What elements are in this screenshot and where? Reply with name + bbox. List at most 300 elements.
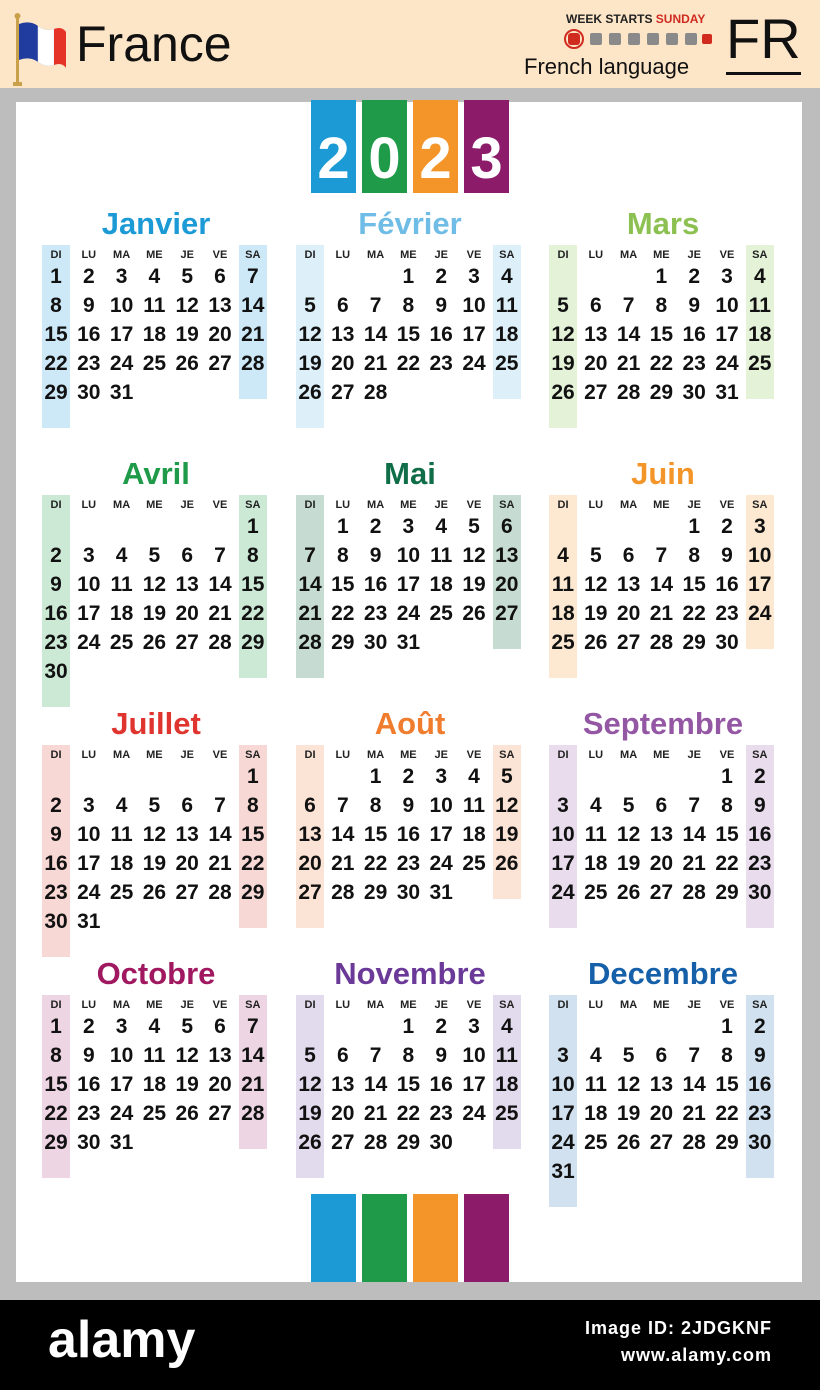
year-digit: 2 [317,126,350,191]
day-cell: 28 [363,381,388,404]
day-cell: 22 [241,852,265,875]
day-cell: 12 [616,1073,641,1096]
day-cell: 28 [298,631,322,654]
day-cell: 26 [616,881,641,904]
day-cell: 16 [715,573,739,596]
day-cell: 17 [77,852,101,875]
weekday-label: SA [752,749,768,761]
weekday-label: DI [50,499,62,511]
day-cell: 7 [655,544,668,567]
day-cell: 27 [331,381,355,404]
weekday-label: SA [752,249,768,261]
day-cell: 27 [331,1131,355,1154]
weekday-label: VE [719,249,735,261]
day-cell: 2 [402,765,415,788]
weekday-label: ME [400,749,417,761]
day-cell: 2 [50,794,62,817]
day-cell: 17 [551,1102,575,1125]
weekday-label: LU [335,249,351,261]
weekday-label: LU [335,749,351,761]
day-cell: 10 [77,573,101,596]
day-cell: 25 [495,1102,519,1125]
weekday-label: JE [434,749,448,761]
weekday-label: VE [719,999,735,1011]
day-cell: 21 [331,852,355,875]
day-cell: 11 [584,1073,607,1096]
weekday-label: DI [304,999,316,1011]
day-cell: 30 [77,1131,101,1154]
day-cell: 14 [363,323,388,346]
day-cell: 24 [429,852,453,875]
day-cell: 6 [336,294,349,317]
day-cell: 18 [584,852,608,875]
day-cell: 10 [462,294,486,317]
day-cell: 7 [246,265,259,288]
day-cell: 3 [435,765,448,788]
day-cell: 28 [649,631,674,654]
day-cell: 12 [142,573,167,596]
day-cell: 9 [369,544,382,567]
day-cell: 19 [584,602,608,625]
day-cell: 5 [589,544,602,567]
weekday-label: SA [245,749,261,761]
day-cell: 30 [396,881,421,904]
day-cell: 4 [148,265,161,288]
day-cell: 29 [44,1131,68,1154]
day-cell: 22 [241,602,265,625]
day-cell: 30 [44,660,68,683]
weekday-label: LU [335,499,351,511]
day-cell: 6 [304,794,316,817]
day-cell: 23 [396,852,421,875]
weekday-label: VE [466,749,482,761]
day-cell: 8 [402,1044,415,1067]
day-cell: 23 [748,852,772,875]
day-cell: 28 [241,352,265,375]
day-cell: 21 [241,1073,265,1096]
day-cell: 13 [649,1073,674,1096]
day-cell: 21 [649,602,674,625]
day-cell: 19 [298,1102,322,1125]
day-cell: 30 [748,881,772,904]
month-decembre [547,955,779,1183]
day-cell: 7 [369,1044,382,1067]
day-cell: 13 [616,573,641,596]
weekday-label: LU [81,999,97,1011]
bottom-color-bar [362,1194,407,1282]
day-cell: 13 [175,573,199,596]
day-cell: 28 [208,881,232,904]
day-cell: 21 [208,852,232,875]
weekday-label: JE [180,749,194,761]
weekday-label: MA [113,499,131,511]
day-cell: 16 [44,852,68,875]
day-cell: 16 [363,573,388,596]
day-cell: 23 [77,1102,101,1125]
month-name: Septembre [582,706,744,741]
day-cell: 20 [649,1102,674,1125]
day-cell: 3 [115,265,128,288]
day-cell: 24 [748,602,772,625]
day-cell: 6 [589,294,602,317]
weekday-label: MA [367,249,385,261]
day-cell: 3 [557,794,569,817]
day-cell: 31 [396,631,421,654]
day-cell: 1 [721,1015,733,1038]
day-cell: 15 [715,1073,739,1096]
day-cell: 29 [715,881,739,904]
day-cell: 7 [622,294,635,317]
day-cell: 18 [495,323,519,346]
day-cell: 11 [462,794,486,817]
weekday-label: VE [466,249,482,261]
day-cell: 13 [208,294,232,317]
month-juin [547,455,779,675]
weekday-label: DI [304,499,316,511]
day-cell: 29 [682,631,706,654]
day-cell: 1 [402,1015,415,1038]
weekday-label: VE [212,499,228,511]
day-cell: 5 [181,1015,194,1038]
day-cell: 23 [682,352,706,375]
day-cell: 22 [649,352,674,375]
day-cell: 17 [748,573,772,596]
day-cell: 24 [77,881,101,904]
day-cell: 3 [82,544,95,567]
month-septembre [547,705,779,925]
day-cell: 8 [402,294,415,317]
day-cell: 17 [551,852,575,875]
day-cell: 22 [715,1102,739,1125]
day-cell: 13 [175,823,199,846]
day-cell: 5 [622,1044,635,1067]
day-cell: 25 [462,852,486,875]
country-name: France [76,16,232,72]
day-cell: 28 [682,1131,706,1154]
weekday-label: VE [212,249,228,261]
day-cell: 20 [298,852,322,875]
day-cell: 22 [331,602,355,625]
day-cell: 23 [429,1102,453,1125]
day-cell: 17 [429,823,453,846]
day-cell: 8 [688,544,701,567]
day-cell: 25 [551,631,575,654]
weekday-label: DI [50,999,62,1011]
day-cell: 29 [649,381,674,404]
day-cell: 7 [214,794,226,817]
day-cell: 12 [551,323,575,346]
day-cell: 30 [682,381,706,404]
weekday-label: JE [180,499,194,511]
day-cell: 27 [584,381,608,404]
day-cell: 14 [363,1073,388,1096]
day-cell: 20 [175,852,199,875]
weekday-label: JE [434,249,448,261]
day-cell: 19 [616,852,641,875]
day-cell: 15 [649,323,674,346]
day-cell: 9 [721,544,733,567]
weekday-label: ME [146,999,163,1011]
day-cell: 14 [649,573,674,596]
month-name: Juillet [111,706,201,741]
month-mai [294,455,526,675]
day-cell: 4 [148,1015,161,1038]
day-cell: 25 [584,881,608,904]
weekday-label: ME [146,249,163,261]
day-cell: 2 [753,1015,766,1038]
day-cell: 15 [44,323,68,346]
day-cell: 15 [396,323,421,346]
day-cell: 19 [495,823,519,846]
day-cell: 15 [363,823,388,846]
day-cell: 11 [584,823,607,846]
day-cell: 25 [584,1131,608,1154]
weekday-label: SA [245,249,261,261]
weekday-label: SA [245,999,261,1011]
day-cell: 6 [500,515,513,538]
weekday-label: LU [81,499,97,511]
month-novembre [294,955,526,1175]
weekday-label: SA [499,749,515,761]
day-cell: 4 [500,265,513,288]
day-cell: 15 [331,573,355,596]
weekday-label: JE [434,999,448,1011]
day-cell: 27 [298,881,322,904]
day-cell: 24 [109,352,134,375]
day-cell: 20 [584,352,608,375]
day-cell: 7 [304,544,316,567]
day-cell: 10 [748,544,772,567]
day-cell: 25 [109,631,134,654]
day-cell: 25 [748,352,772,375]
weekday-label: MA [367,999,385,1011]
day-cell: 19 [462,573,486,596]
day-cell: 27 [649,1131,674,1154]
day-cell: 14 [298,573,322,596]
weekday-label: MA [620,749,638,761]
day-cell: 23 [77,352,101,375]
day-cell: 16 [77,1073,101,1096]
day-cell: 3 [468,1015,480,1038]
day-cell: 22 [363,852,388,875]
weekday-label: ME [653,749,670,761]
day-cell: 10 [462,1044,486,1067]
day-cell: 12 [142,823,167,846]
day-cell: 3 [753,515,766,538]
day-cell: 2 [82,1015,95,1038]
day-cell: 5 [622,794,635,817]
day-cell: 4 [589,1044,602,1067]
weekday-label: SA [499,999,515,1011]
day-cell: 4 [557,544,569,567]
day-cell: 3 [402,515,415,538]
day-cell: 18 [429,573,453,596]
day-cell: 17 [109,323,134,346]
month-name: Juin [631,456,695,491]
weekday-label: JE [687,249,701,261]
day-cell: 8 [50,294,62,317]
day-cell: 18 [462,823,486,846]
day-cell: 10 [715,294,739,317]
day-cell: 11 [748,294,771,317]
day-cell: 25 [495,352,519,375]
weekday-label: MA [620,499,638,511]
day-cell: 16 [429,323,453,346]
weekday-label: MA [113,249,131,261]
day-cell: 16 [682,323,706,346]
day-cell: 5 [468,515,480,538]
day-cell: 8 [369,794,382,817]
day-cell: 21 [363,352,388,375]
day-cell: 1 [402,265,415,288]
day-cell: 19 [142,602,167,625]
day-cell: 16 [748,1073,772,1096]
month-février [294,205,526,425]
day-cell: 24 [109,1102,134,1125]
weekday-label: ME [653,499,670,511]
weekday-label: JE [434,499,448,511]
day-cell: 2 [435,1015,448,1038]
day-cell: 17 [715,323,739,346]
day-cell: 1 [50,1015,62,1038]
day-cell: 8 [721,1044,733,1067]
day-cell: 12 [462,544,486,567]
day-cell: 5 [148,544,161,567]
weekday-label: LU [81,249,97,261]
day-cell: 10 [109,1044,134,1067]
month-janvier [40,205,272,425]
day-cell: 6 [181,794,194,817]
month-name: Mars [626,206,700,241]
day-cell: 9 [753,794,766,817]
day-cell: 14 [241,294,265,317]
brand-url: www.alamy.com [620,1345,772,1365]
day-cell: 19 [175,323,199,346]
day-cell: 14 [682,1073,706,1096]
weekday-label: VE [719,749,735,761]
day-cell: 24 [551,881,575,904]
day-cell: 17 [109,1073,134,1096]
day-cell: 16 [748,823,772,846]
country-code: FR [726,8,801,75]
weekday-label: VE [212,999,228,1011]
day-cell: 26 [616,1131,641,1154]
day-cell: 8 [246,544,259,567]
day-cell: 20 [331,352,355,375]
day-cell: 28 [241,1102,265,1125]
day-cell: 10 [109,294,134,317]
day-cell: 18 [551,602,575,625]
day-cell: 16 [77,323,101,346]
month-octobre [40,955,272,1175]
day-cell: 31 [551,1160,575,1183]
day-cell: 25 [142,1102,167,1125]
day-cell: 29 [44,381,68,404]
day-cell: 26 [142,881,167,904]
day-cell: 31 [109,381,134,404]
day-cell: 16 [396,823,421,846]
france-flag-icon [10,12,70,88]
day-cell: 16 [44,602,68,625]
day-cell: 29 [715,1131,739,1154]
day-cell: 30 [715,631,739,654]
weekday-label: ME [146,749,163,761]
day-cell: 23 [44,881,68,904]
weekday-label: DI [50,249,62,261]
weekday-label: ME [400,499,417,511]
day-cell: 20 [175,602,199,625]
day-cell: 30 [363,631,388,654]
day-cell: 18 [748,323,772,346]
day-cell: 19 [551,352,575,375]
weekday-label: DI [557,999,569,1011]
day-cell: 14 [208,823,232,846]
weekday-label: JE [687,999,701,1011]
weekday-label: MA [620,999,638,1011]
day-cell: 26 [584,631,608,654]
day-cell: 18 [109,852,134,875]
day-cell: 14 [241,1044,265,1067]
day-cell: 4 [115,794,128,817]
day-cell: 26 [298,1131,322,1154]
day-cell: 23 [748,1102,772,1125]
day-cell: 30 [748,1131,772,1154]
day-cell: 8 [246,794,259,817]
month-name: Avril [122,456,190,491]
weekday-label: DI [557,749,569,761]
day-cell: 26 [462,602,486,625]
language-label: French language [524,54,690,79]
day-cell: 25 [429,602,453,625]
weekday-label: JE [180,249,194,261]
day-cell: 1 [655,265,668,288]
day-cell: 19 [142,852,167,875]
weekday-label: VE [466,999,482,1011]
day-cell: 11 [551,573,575,596]
bottom-color-bar [413,1194,458,1282]
month-name: Octobre [96,956,216,991]
day-cell: 5 [304,294,316,317]
day-cell: 8 [50,1044,62,1067]
weekday-label: LU [335,999,351,1011]
day-cell: 12 [175,1044,199,1067]
weekday-label: LU [588,249,604,261]
day-cell: 6 [622,544,635,567]
day-cell: 13 [495,544,519,567]
day-cell: 27 [649,881,674,904]
month-mars [547,205,779,425]
day-cell: 20 [616,602,641,625]
day-cell: 6 [336,1044,349,1067]
day-cell: 11 [495,294,518,317]
day-cell: 1 [246,765,259,788]
day-cell: 3 [557,1044,569,1067]
day-cell: 20 [331,1102,355,1125]
day-cell: 22 [715,852,739,875]
day-cell: 27 [175,631,199,654]
day-cell: 26 [175,352,199,375]
day-cell: 10 [77,823,101,846]
day-cell: 12 [298,323,322,346]
day-cell: 22 [396,352,421,375]
day-cell: 13 [649,823,674,846]
weekday-label: VE [719,499,735,511]
year-digit: 0 [368,126,401,191]
day-cell: 23 [363,602,388,625]
weekday-label: MA [113,749,131,761]
day-cell: 4 [435,515,448,538]
day-cell: 1 [721,765,733,788]
